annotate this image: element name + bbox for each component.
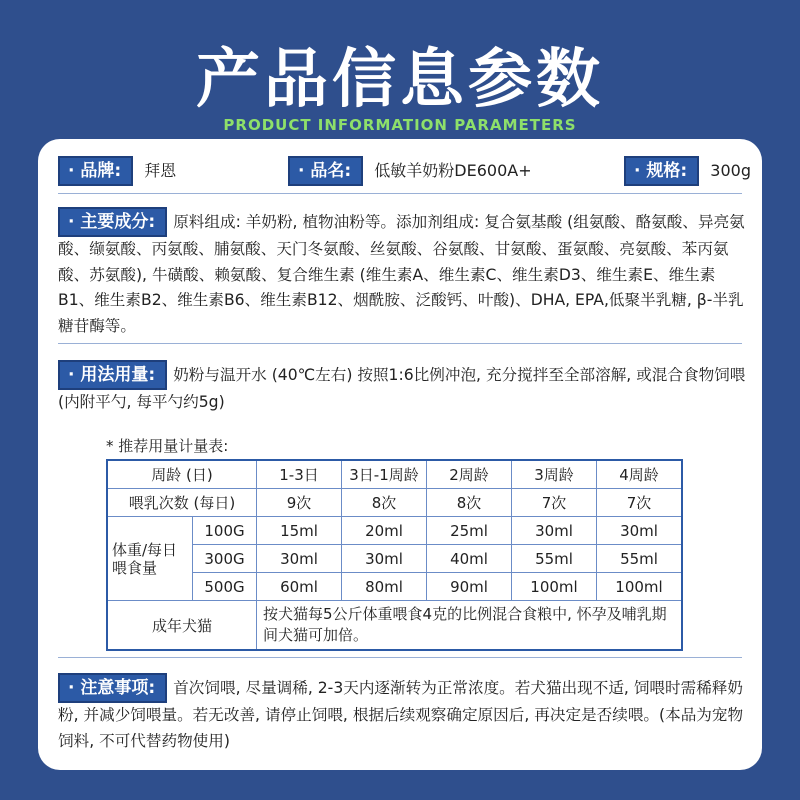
- amount-cell: 25ml: [427, 517, 512, 545]
- feed-cell: 8次: [427, 489, 512, 517]
- info-card: [38, 139, 762, 770]
- brand-value: 拜恩: [144, 161, 177, 180]
- dosage-table: [106, 459, 683, 651]
- amount-cell: 40ml: [427, 545, 512, 573]
- amount-cell: 30ml: [512, 517, 597, 545]
- spec-field: [624, 156, 751, 186]
- age-cell: 3日-1周龄: [342, 460, 427, 489]
- weight-header: 体重/每日喂食量: [107, 517, 193, 601]
- age-cell: 3周龄: [512, 460, 597, 489]
- table-row: [107, 573, 682, 601]
- age-cell: 4周龄: [597, 460, 683, 489]
- age-cell: 2周龄: [427, 460, 512, 489]
- age-header: 周龄 (日): [107, 460, 257, 489]
- weight-cell: 100G: [193, 517, 257, 545]
- weight-cell: 300G: [193, 545, 257, 573]
- notes-section: [58, 673, 748, 754]
- table-row: [107, 545, 682, 573]
- table-row: [107, 460, 682, 489]
- table-row: [107, 517, 682, 545]
- product-name-field: [288, 156, 532, 186]
- amount-cell: 80ml: [342, 573, 427, 601]
- amount-cell: 30ml: [257, 545, 342, 573]
- notes-text: 首次饲喂, 尽量调稀, 2-3天内逐渐转为正常浓度。若犬猫出现不适, 饲喂时需稀释奶粉, 并减少饲喂量。若无改善, 请停止饲喂, 根据后续观察确定原因后, 再决定是否续喂。(本品为宠物饲料, 不可代替药物使用): [58, 679, 744, 750]
- age-cell: 1-3日: [257, 460, 342, 489]
- amount-cell: 30ml: [597, 517, 683, 545]
- amount-cell: 100ml: [512, 573, 597, 601]
- feed-cell: 8次: [342, 489, 427, 517]
- ingredients-text: 原料组成: 羊奶粉, 植物油粉等。添加剂组成: 复合氨基酸 (组氨酸、酪氨酸、异亮氨酸、缬氨酸、丙氨酸、脯氨酸、天门冬氨酸、丝氨酸、谷氨酸、甘氨酸、蛋氨酸、亮氨酸、苯丙氨酸、苏氨酸), 牛磺酸、赖氨酸、复合维生素 (维生素A、维生素C、维生素D3、维生素E、维生素B1、维生素B2、维生素B6、维生素B12、烟酰胺、泛酸钙、叶酸)、DHA, EPA,低聚半乳糖, β-半乳糖苷酶等。: [58, 213, 745, 335]
- usage-section: [58, 360, 748, 416]
- amount-cell: 15ml: [257, 517, 342, 545]
- notes-tag: · 注意事项:: [58, 673, 167, 703]
- basic-info-row: [58, 156, 751, 186]
- brand-tag: · 品牌:: [58, 156, 133, 186]
- usage-text: 奶粉与温开水 (40℃左右) 按照1:6比例冲泡, 充分搅拌至全部溶解, 或混合食物饲喂 (内附平勺, 每平勺约5g): [58, 366, 746, 411]
- amount-cell: 100ml: [597, 573, 683, 601]
- amount-cell: 30ml: [342, 545, 427, 573]
- table-row: [107, 489, 682, 517]
- adult-header: 成年犬猫: [107, 601, 257, 651]
- amount-cell: 20ml: [342, 517, 427, 545]
- divider: [58, 193, 742, 194]
- amount-cell: 60ml: [257, 573, 342, 601]
- brand-field: [58, 156, 176, 186]
- feed-cell: 7次: [512, 489, 597, 517]
- divider: [58, 343, 742, 344]
- spec-tag: · 规格:: [624, 156, 699, 186]
- ingredients-tag: · 主要成分:: [58, 207, 167, 237]
- spec-value: 300g: [710, 161, 751, 180]
- amount-cell: 55ml: [512, 545, 597, 573]
- ingredients-section: [58, 207, 748, 339]
- page-title: 产品信息参数: [196, 43, 604, 117]
- adult-text: 按犬猫每5公斤体重喂食4克的比例混合食粮中, 怀孕及哺乳期间犬猫可加倍。: [257, 601, 683, 651]
- product-name-value: 低敏羊奶粉DE600A+: [374, 161, 532, 180]
- feed-header: 喂乳次数 (每日): [107, 489, 257, 517]
- feed-cell: 9次: [257, 489, 342, 517]
- usage-tag: · 用法用量:: [58, 360, 167, 390]
- page-subtitle: PRODUCT INFORMATION PARAMETERS: [223, 116, 577, 134]
- amount-cell: 90ml: [427, 573, 512, 601]
- divider: [58, 657, 742, 658]
- table-row: [107, 601, 682, 651]
- weight-cell: 500G: [193, 573, 257, 601]
- amount-cell: 55ml: [597, 545, 683, 573]
- product-name-tag: · 品名:: [288, 156, 363, 186]
- feed-cell: 7次: [597, 489, 683, 517]
- dosage-table-title: * 推荐用量计量表:: [106, 437, 229, 455]
